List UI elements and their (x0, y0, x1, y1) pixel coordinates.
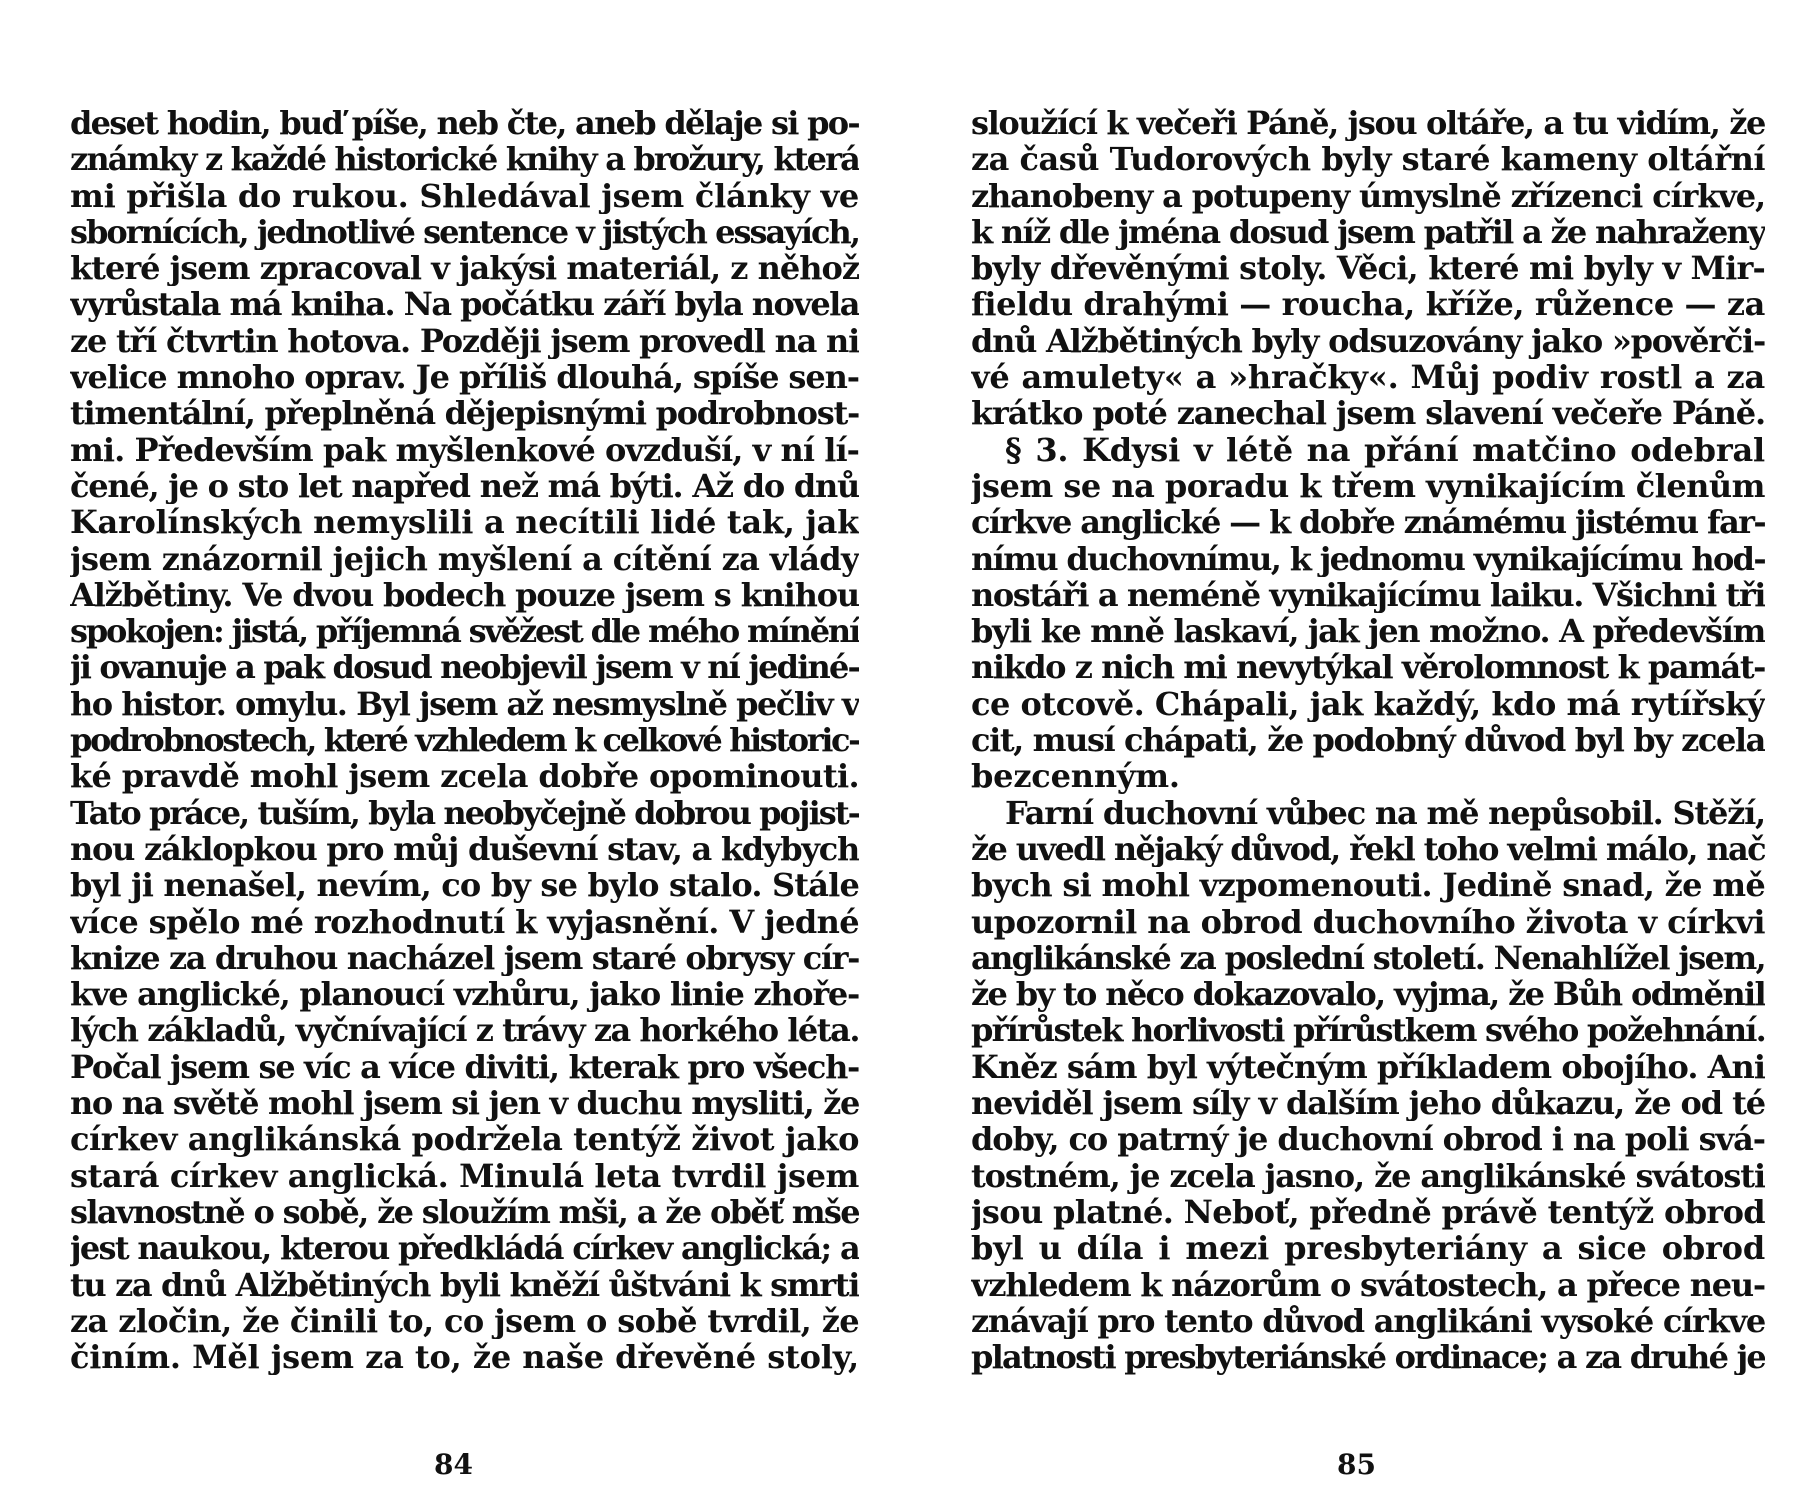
text-line: mi přišla do rukou. Shledával jsem články ve (70, 177, 859, 214)
text-line: jsem znázornil jejich myšlení a cítění za vlády (70, 540, 859, 577)
text-line: znávají pro tento důvod anglikáni vysoké církve (971, 1302, 1765, 1340)
text-line: vé amulety« a »hračky«. Můj podiv rostl a za (971, 359, 1765, 396)
text-line: byl u díla i mezi presbyteriány a sice obrod (971, 1230, 1765, 1267)
text-line: spokojen: jistá, příjemná svěžest dle mého mínění (70, 613, 859, 650)
text-line: doby, co patrný je duchovní obrod i na poli svá- (971, 1121, 1765, 1158)
text-line: Kněz sám byl výtečným příkladem obojího. Ani (971, 1048, 1765, 1086)
text-line: tu za dnů Alžbětiných byli kněží ůštváni k smrti (70, 1266, 859, 1303)
text-line: bezcenným. (971, 758, 1180, 795)
text-line: známky z každé historické knihy a brožury, která (70, 141, 859, 178)
text-line: stará církev anglická. Minulá leta tvrdil jsem (70, 1157, 859, 1194)
text-line: podrobnostech, které vzhledem k celkové historic- (70, 722, 859, 759)
text-line: deset hodin, buď píše, neb čte, aneb dělaje si po- (70, 105, 859, 142)
text-line: Farní duchovní vůbec na mě nepůsobil. Stěží, (1005, 794, 1765, 831)
text-line: fieldu drahými — roucha, kříže, růžence — za (971, 286, 1765, 323)
text-line: ké pravdě mohl jsem zcela dobře opominouti. (70, 758, 859, 795)
text-line: tostném, je zcela jasno, že anglikánské svátosti (971, 1157, 1765, 1194)
text-line: více spělo mé rozhodnutí k vyjasnění. V jedné (70, 903, 859, 940)
text-line: za zločin, že činili to, co jsem o sobě tvrdil, že (70, 1302, 859, 1340)
text-line: slavnostně o sobě, že sloužím mši, a že oběť mše (70, 1193, 859, 1231)
text-line: jsem se na poradu k třem vynikajícím členům (971, 467, 1765, 505)
text-line: sbornících, jednotlivé sentence v jistých essayích, (70, 213, 859, 251)
text-line: mi. Především pak myšlenkové ovzduší, v ní lí- (70, 431, 859, 468)
text-line: ze tří čtvrtin hotova. Později jsem provedl na ni (70, 322, 859, 360)
text-line: zhanobeny a potupeny úmyslně zřízenci církve, (971, 177, 1765, 214)
right-page-text (971, 105, 1765, 1375)
text-line: přírůstek horlivosti přírůstkem svého požehnání. (971, 1012, 1765, 1049)
text-line: ce otcově. Chápali, jak každý, kdo má rytířský (971, 685, 1765, 723)
text-line: § 3. Kdysi v létě na přání matčino odebral (1005, 431, 1765, 468)
text-line: byli ke mně laskaví, jak jen možno. A především (971, 613, 1765, 650)
right-page (909, 0, 1818, 1500)
text-line: no na světě mohl jsem si jen v duchu mysliti, že (70, 1085, 859, 1122)
text-line: jest naukou, kterou předkládá církev anglická; a (70, 1230, 859, 1267)
text-line: nikdo z nich mi nevytýkal věrolomnost k památ- (971, 649, 1765, 686)
left-page-number: 84 (434, 1448, 473, 1481)
text-line: že uvedl nějaký důvod, řekl toho velmi málo, nač (971, 830, 1765, 868)
text-line: knize za druhou nacházel jsem staré obrysy cír- (70, 939, 859, 977)
right-page-number: 85 (1337, 1448, 1376, 1481)
text-line: byly dřevěnými stoly. Věci, které mi byly v Mir- (971, 250, 1765, 287)
text-line: Počal jsem se víc a více diviti, kterak pro všech- (70, 1048, 859, 1086)
text-line: vzhledem k názorům o svátostech, a přece neu- (971, 1266, 1765, 1303)
text-line: anglikánské za poslední století. Nenahlížel jsem, (971, 939, 1765, 977)
text-line: velice mnoho oprav. Je příliš dlouhá, spíše sen- (70, 359, 859, 396)
text-line: timentální, přeplněná dějepisnými podrobnost- (70, 395, 859, 432)
text-line: bych si mohl vzpomenouti. Jedině snad, že mě (971, 867, 1765, 904)
text-line: sloužící k večeři Páně, jsou oltáře, a tu vidím, že (971, 105, 1765, 142)
text-line: nou záklopkou pro můj duševní stav, a kdybych (70, 830, 859, 868)
text-line: neviděl jsem síly v dalším jeho důkazu, že od té (971, 1085, 1765, 1122)
text-line: čené, je o sto let napřed než má býti. Až do dnů (70, 467, 859, 505)
text-line: upozornil na obrod duchovního života v církvi (971, 903, 1765, 940)
text-line: ho histor. omylu. Byl jsem až nesmyslně pečliv v (70, 685, 859, 723)
text-line: dnů Alžbětiných byly odsuzovány jako »pověrči- (971, 322, 1765, 360)
text-line: že by to něco dokazovalo, vyjma, že Bůh odměnil (971, 976, 1765, 1013)
text-line: Tato práce, tuším, byla neobyčejně dobrou pojist- (70, 794, 859, 831)
text-line: k níž dle jména dosud jsem patřil a že nahraženy (971, 213, 1765, 251)
text-line: činím. Měl jsem za to, že naše dřevěné stoly, (70, 1339, 859, 1376)
text-line: církev anglikánská podržela tentýž život jako (70, 1121, 859, 1158)
text-line: ji ovanuje a pak dosud neobjevil jsem v ní jediné- (70, 649, 859, 686)
text-line: kve anglické, planoucí vzhůru, jako linie zhoře- (70, 976, 859, 1013)
text-line: které jsem zpracoval v jakýsi materiál, z něhož (70, 250, 859, 287)
text-line: Alžbětiny. Ve dvou bodech pouze jsem s knihou (70, 576, 859, 614)
left-page-text (70, 105, 859, 1375)
text-line: lých základů, vyčnívající z trávy za horkého léta. (70, 1012, 859, 1049)
text-line: byl ji nenašel, nevím, co by se bylo stalo. Stále (70, 867, 859, 904)
text-line: jsou platné. Neboť, předně právě tentýž obrod (971, 1193, 1765, 1231)
text-line: Karolínských nemyslili a necítili lidé tak, jak (70, 504, 859, 541)
text-line: církve anglické — k dobře známému jistému far- (971, 504, 1765, 541)
text-line: platnosti presbyteriánské ordinace; a za druhé je (971, 1339, 1765, 1376)
text-line: cit, musí chápati, že podobný důvod byl by zcela (971, 722, 1765, 759)
text-line: krátko poté zanechal jsem slavení večeře Páně. (971, 395, 1765, 432)
text-line: nostáři a neméně vynikajícímu laiku. Všichni tři (971, 576, 1765, 614)
text-line: vyrůstala má kniha. Na počátku září byla novela (70, 286, 859, 323)
text-line: nímu duchovnímu, k jednomu vynikajícímu hod- (971, 540, 1765, 577)
text-line: za časů Tudorových byly staré kameny oltářní (971, 141, 1765, 178)
